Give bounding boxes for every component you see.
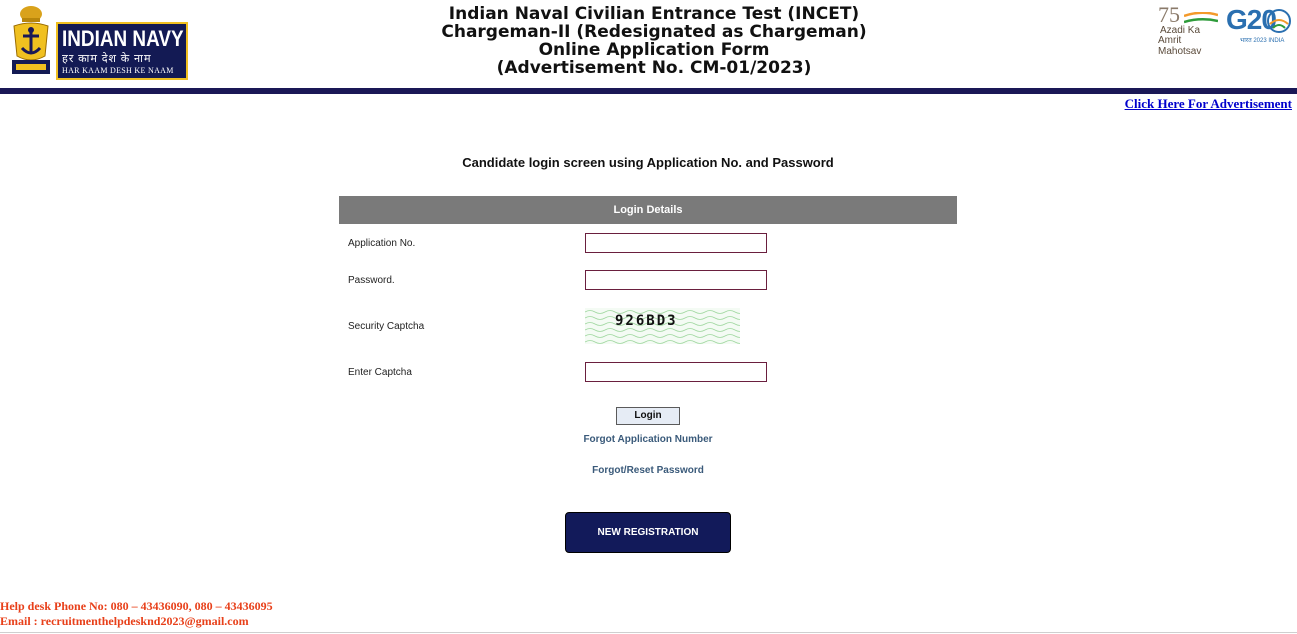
- navy-banner: [56, 22, 188, 80]
- helpdesk-phone: Help desk Phone No: 080 – 43436090, 080 – 43436095: [0, 599, 273, 613]
- captcha-code: 926BD3: [615, 313, 678, 329]
- azadi-ka-amrit-mahotsav-logo: [1154, 2, 1224, 57]
- application-no-label: Application No.: [348, 238, 416, 249]
- footer-divider: [0, 632, 1297, 633]
- lotus-globe-icon: [1266, 8, 1292, 34]
- g20-subtext: भारत 2023 INDIA: [1240, 38, 1285, 44]
- title-line-1: Indian Naval Civilian Entrance Test (INCET): [448, 4, 860, 24]
- azadi-line-2: Amrit Mahotsav: [1158, 35, 1202, 57]
- advertisement-link[interactable]: Click Here For Advertisement: [1124, 96, 1292, 111]
- navy-name: INDIAN NAVY: [62, 26, 184, 51]
- captcha-image: [585, 308, 740, 344]
- title-line-2: Chargeman-II (Redesignated as Chargeman): [441, 22, 867, 42]
- password-label: Password.: [348, 275, 395, 286]
- page-header: [0, 0, 1297, 88]
- navy-crest-icon: [8, 4, 54, 78]
- login-details-header: Login Details: [339, 196, 957, 224]
- enter-captcha-label: Enter Captcha: [348, 367, 412, 378]
- header-divider: [0, 88, 1297, 94]
- security-captcha-label: Security Captcha: [348, 321, 425, 332]
- g20-logo: [1226, 4, 1294, 48]
- azadi-number: 75: [1158, 2, 1180, 27]
- partner-logos: [1150, 2, 1295, 57]
- page-title: [404, 5, 904, 77]
- azadi-line-1: Azadi Ka: [1160, 25, 1201, 36]
- title-line-3: Online Application Form: [538, 40, 770, 60]
- indian-navy-logo[interactable]: [8, 4, 188, 80]
- navy-hindi-motto: हर काम देश के नाम: [62, 53, 152, 65]
- g20-text: G20: [1226, 4, 1276, 35]
- login-button[interactable]: Login: [616, 407, 680, 425]
- forgot-application-number-link[interactable]: Forgot Application Number: [583, 434, 713, 445]
- login-heading: Candidate login screen using Application No. and Password: [462, 155, 834, 170]
- password-input[interactable]: [585, 270, 767, 290]
- application-no-input[interactable]: [585, 233, 767, 253]
- tricolor-swoosh-icon: [1184, 12, 1218, 24]
- forgot-reset-password-link[interactable]: Forgot/Reset Password: [592, 465, 704, 476]
- new-registration-button[interactable]: NEW REGISTRATION: [565, 512, 731, 553]
- title-line-4: (Advertisement No. CM-01/2023): [496, 58, 812, 78]
- enter-captcha-input[interactable]: [585, 362, 767, 382]
- helpdesk-email: Email : recruitmenthelpdesknd2023@gmail.com: [0, 614, 249, 628]
- navy-motto: HAR KAAM DESH KE NAAM: [62, 66, 174, 75]
